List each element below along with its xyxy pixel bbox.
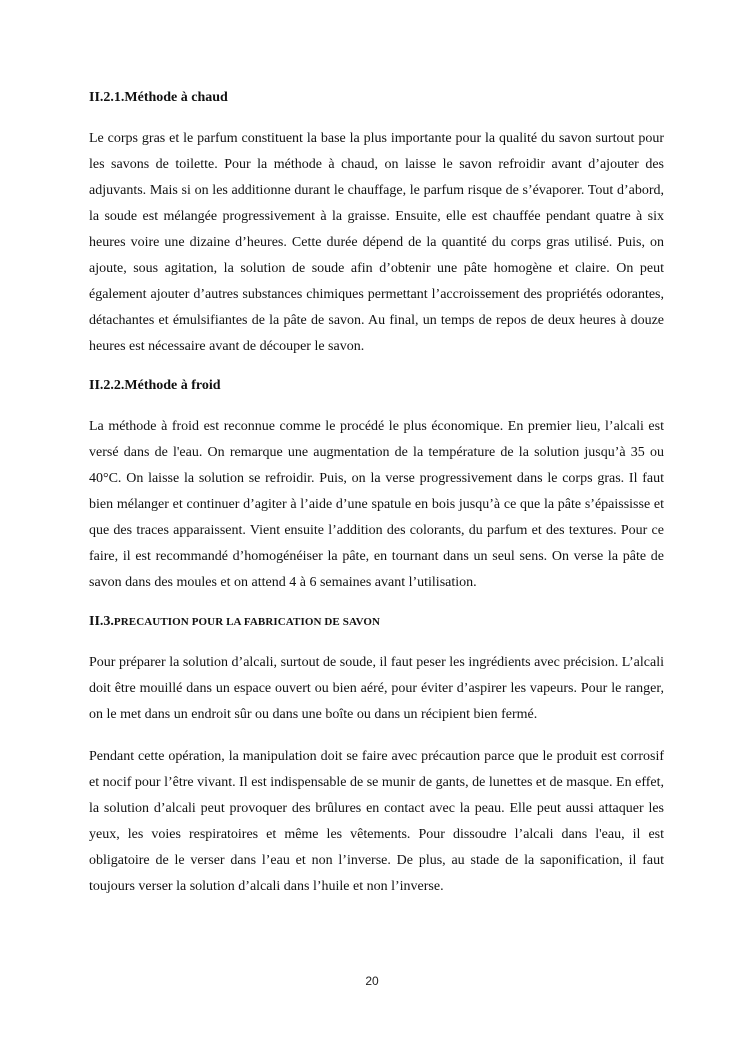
section-title: PRECAUTION POUR LA FABRICATION DE SAVON (113, 616, 381, 628)
paragraph-hot-method: Le corps gras et le parfum constituent la base la plus importante pour la qualité du savon surtout pour les savons de toilette. Pour la méthode à chaud, on laisse le savon refroidir avant d’ajouter des adjuvants. Mais si on les additionne durant le chauffage, le parfum risque de s’évaporer. Tout d’abord, la soude est mélangée progressivement à la graisse. Ensuite, elle est chauffée pendant quatre à six heures voire une dizaine d’heures. Cette durée dépend de la quantité du corps gras utilisé. Puis, on ajoute, sous agitation, la solution de soude afin d’obtenir une pâte homogène et claire. On peut également ajouter d’autres substances chimiques permettant l’accroissement des propriétés odorantes, détachantes et émulsifiantes de la pâte de savon. Au final, un temps de repos de deux heures à douze heures est nécessaire avant de découper le savon. (89, 131, 664, 354)
section-heading-cold-method: II.2.2.Méthode à froid (89, 378, 221, 393)
page-number: 20 (365, 974, 379, 988)
page-content (89, 88, 664, 900)
paragraph-precautions-2: Pendant cette opération, la manipulation doit se faire avec précaution parce que le produit est corrosif et nocif pour l’être vivant. Il est indispensable de se munir de gants, de lunettes et de masque. En effet, la solution d’alcali peut provoquer des brûlures en contact avec la peau. Elle peut aussi attaquer les yeux, les voies respiratoires et même les vêtements. Pour dissoudre l’alcali dans l'eau, il est obligatoire de le verser dans l’eau et non l’inverse. De plus, au stade de la saponification, il faut toujours verser la solution d’alcali dans l’huile et non l’inverse. (89, 749, 664, 894)
section-number: II.3. (89, 614, 114, 629)
paragraph-precautions-1: Pour préparer la solution d’alcali, surtout de soude, il faut peser les ingrédients avec précision. L’alcali doit être mouillé dans un espace ouvert ou bien aéré, pour éviter d’aspirer les vapeurs. Pour le ranger, on le met dans un endroit sûr ou dans une boîte ou dans un récipient bien fermé. (89, 655, 664, 722)
paragraph-cold-method: La méthode à froid est reconnue comme le procédé le plus économique. En premier lieu, l’alcali est versé dans de l'eau. On remarque une augmentation de la température de la solution jusqu’à 35 ou 40°C. On laisse la solution se refroidir. Puis, on la verse progressivement dans le corps gras. Il faut bien mélanger et continuer d’agiter à l’aide d’une spatule en bois jusqu’à ce que la pâte s’épaississe et que des traces apparaissent. Vient ensuite l’addition des colorants, du parfum et des textures. Pour ce faire, il est recommandé d’homogénéiser la pâte, en tournant dans un seul sens. On verse la pâte de savon dans des moules et on attend 4 à 6 semaines avant l’utilisation. (89, 419, 664, 590)
section-heading-precautions (89, 612, 664, 632)
section-heading-hot-method: II.2.1.Méthode à chaud (89, 90, 228, 105)
